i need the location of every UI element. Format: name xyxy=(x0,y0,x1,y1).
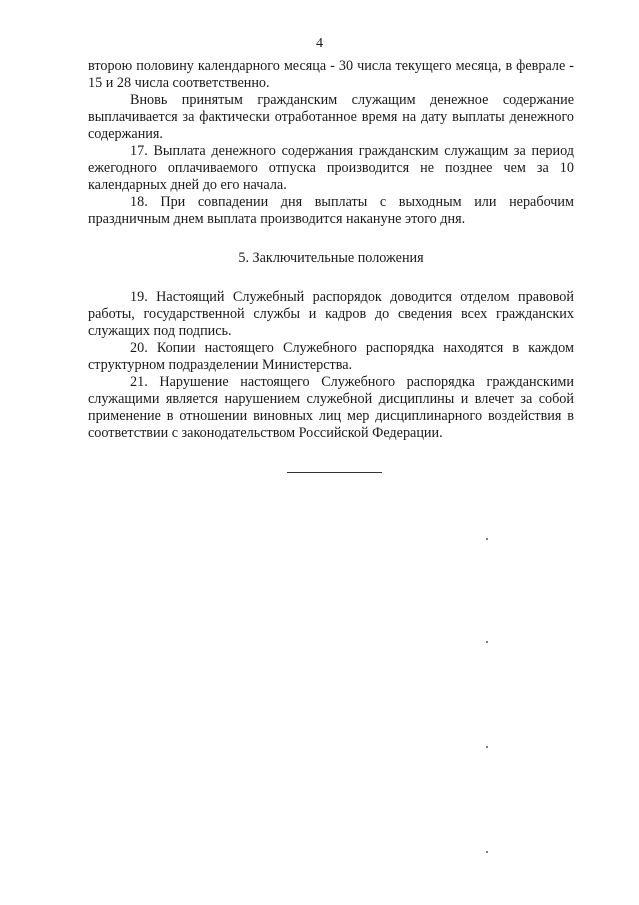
scan-speck xyxy=(486,851,488,853)
paragraph-18: 18. При совпадении дня выплаты с выходным или нерабочим праздничным днем выплата производится накануне этого дня. xyxy=(88,194,574,227)
paragraph-new-employees-pay: Вновь принятым гражданским служащим денежное содержание выплачивается за фактически отработанное время на дату выплаты денежного содержания. xyxy=(88,92,574,142)
paragraph-17: 17. Выплата денежного содержания гражданским служащим за период ежегодного оплачиваемого отпуска производится не позднее чем за 10 календарных дней до его начала. xyxy=(88,143,574,193)
scan-speck xyxy=(486,538,488,540)
scan-speck xyxy=(486,641,488,643)
section-heading: 5. Заключительные положения xyxy=(238,250,424,266)
paragraph-19: 19. Настоящий Служебный распорядок доводится отделом правовой работы, государственной службы и кадров до сведения всех гражданских служащих под подпись. xyxy=(88,289,574,339)
scan-speck xyxy=(486,746,488,748)
end-separator-line xyxy=(287,472,382,473)
paragraph-21: 21. Нарушение настоящего Служебного распорядка гражданскими служащими является нарушением служебной дисциплины и влечет за собой применение в отношении виновных лиц мер дисциплинарного воздействия в соответствии с законодательством Российской Федерации. xyxy=(88,374,574,441)
paragraph-20: 20. Копии настоящего Служебного распорядка находятся в каждом структурном подразделении Министерства. xyxy=(88,340,574,373)
paragraph-continuation: второю половину календарного месяца - 30 числа текущего месяца, в феврале - 15 и 28 числа соответственно. xyxy=(88,58,574,91)
document-body xyxy=(88,58,574,442)
page-number: 4 xyxy=(316,36,323,51)
